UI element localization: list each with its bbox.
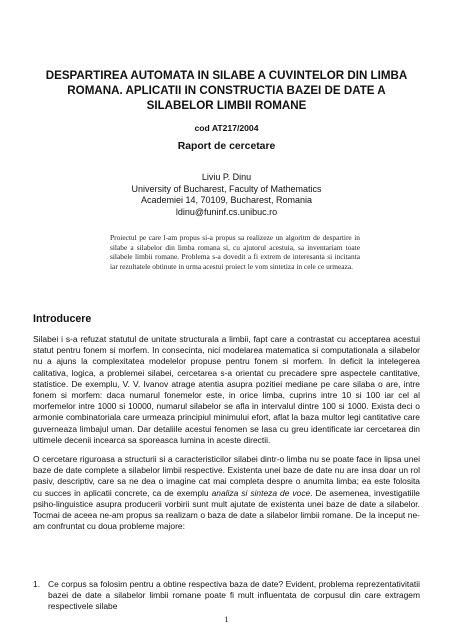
project-code: cod AT217/2004 — [194, 123, 259, 133]
list-item-number: 1. — [33, 579, 41, 589]
document-title: DESPARTIREA AUTOMATA IN SILABE A CUVINTELOR DIN LIMBA ROMANA. APLICATII IN CONSTRUCTIA BAZEI DE DATE A SILABELOR LIMBII ROMANE — [45, 69, 408, 112]
paragraph-2 — [33, 454, 420, 532]
section-title: Introducere — [33, 313, 92, 325]
numbered-list — [33, 579, 420, 613]
author-block — [0, 172, 453, 218]
list-item-text: Ce corpus sa folosim pentru a obtine respectiva baza de date? Evident, problema reprezentativitatii bazei de date a silabelor limbii romane poate fi mult influentata de corpusul din care extragem respectivele silabe — [48, 579, 420, 612]
abstract: Proiectul pe care l-am propus si-a propus sa realizeze un algoritm de despartire in silabe a silabelor din limba romana si, cu ajutorul acestuia, sa inventariam toate silabele limbii romane. Problema s-a dovedit a fi extrem de interesanta si incitanta iar rezultatele obtinute in urma acestui proiect le vom sintetiza in cele ce urmeaza. — [110, 233, 360, 271]
list-item — [33, 579, 420, 613]
page-number: 1 — [224, 614, 229, 624]
paragraph-2-text-before: O cercetare riguroasa a structurii si a caracteristicilor silabei dintr-o limba nu se poate face in lipsa unei baze de date complete a silabelor limbii respective. Existenta unei baze de date nu are insa doar un rol pasiv, descriptiv, care sa ne dea o imagine cat mai completa despre o anumita limba; ea este folosita cu succes in aplicatii concrete, ca de exemplu — [33, 454, 420, 498]
report-type: Raport de cercetare — [177, 141, 276, 152]
author-address: Academiei 14, 70109, Bucharest, Romania — [140, 195, 313, 206]
author-affiliation: University of Bucharest, Faculty of Mathematics — [131, 183, 322, 194]
author-name: Liviu P. Dinu — [201, 172, 252, 182]
paragraph-2-text-after: . De asemenea, investigatiile psiho-linguistice asupra producerii vorbirii sunt mult ajutate de existenta unei baze de date a silabelor. Tocmai de aceea ne-am propus sa realizam o baza de date a silabelor limbii romane. De la inceput ne-am confruntat cu doua probleme majore: — [33, 487, 420, 532]
paragraph-2-emphasis: analiza si sinteza de voce — [211, 487, 311, 498]
author-email: ldinu@funinf.cs.unibuc.ro — [175, 206, 278, 217]
paragraph-1: Silabei i s-a refuzat statutul de unitate structurala a limbii, fapt care a contrastat cu acceptarea acestui statut pentru fonem si morfem. In consecinta, nici modelarea matematica si computationala a silabelor nu a ajuns la complexitatea modelelor propuse pentru fonem si morfem. In deficit la intelegerea calitativa, logica, a problemei silabei, cercetarea s-a orientat cu precadere spre aspectele cantitative, statistice. De exemplu, V. V. Ivanov atrage atentia asupra pozitiei mediane pe care silaba o are, intre fonem si morfem: daca numarul fonemelor este, in orice limba, cuprins intre 10 si 100 iar cel al morfemelor intre 1000 si 10000, numarul silabelor se afla in intervalul dintre 100 si 1000. Exista deci o armonie combinatoriala care urmeaza principiul minimului efort, aflat la baza multor legi cantitative care guverneaza limbajul uman. Dar detaliile acestui fenomen se lasa cu greu identificate iar cercetarea din ultimele decenii incearca sa sporeasca lumina in aceste directii. — [33, 334, 420, 445]
